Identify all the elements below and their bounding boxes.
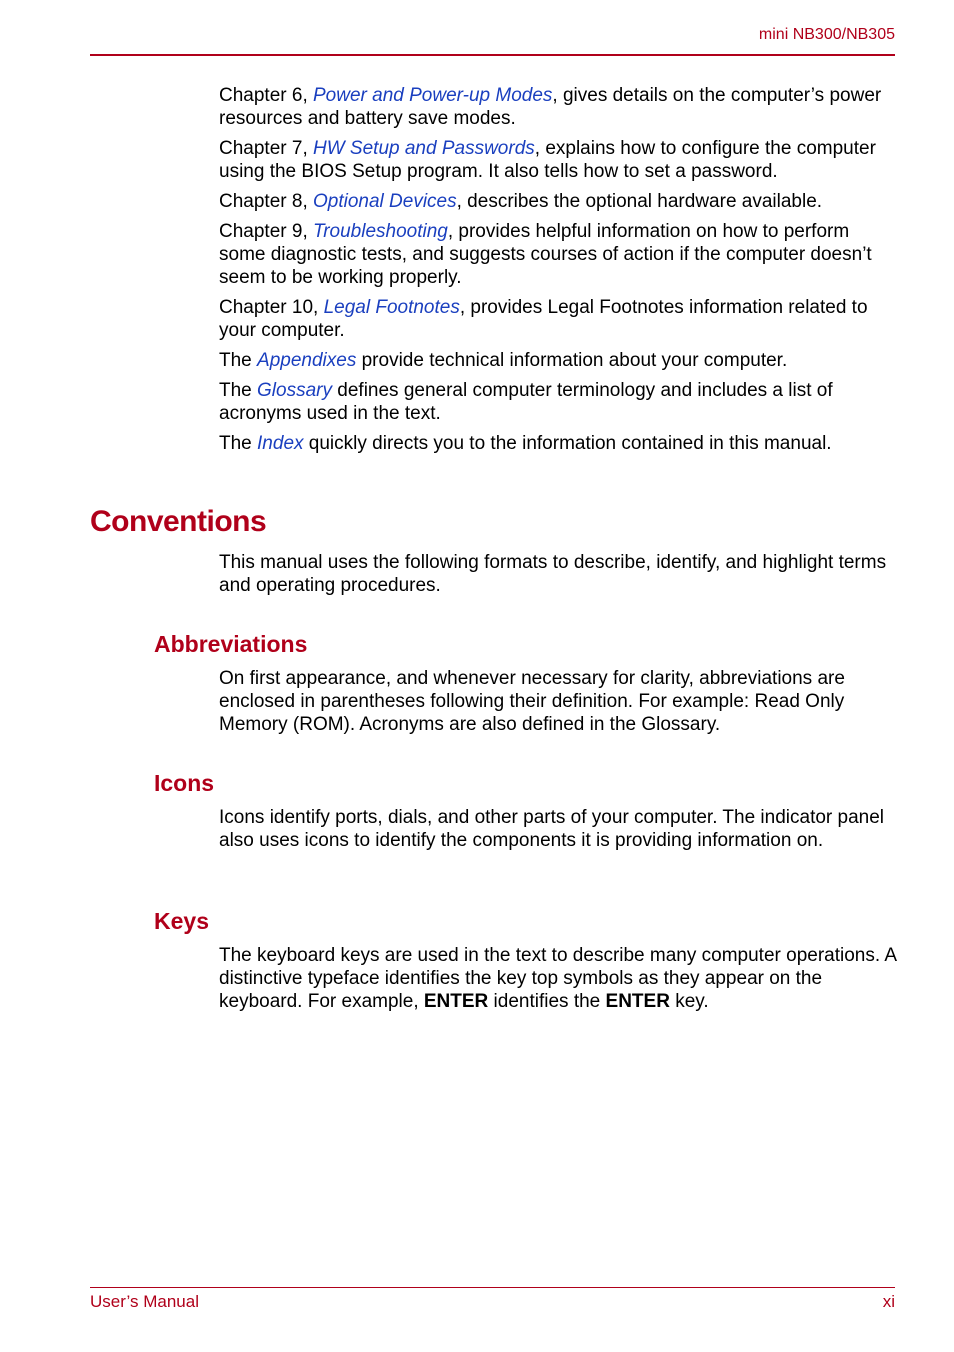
glossary-item: The Glossary defines general computer terminology and includes a list of acronyms used in the text. [219,380,833,424]
index-item: The Index quickly directs you to the information contained in this manual. [219,433,832,454]
footer-manual-title: User’s Manual [90,1292,199,1311]
chapter-10-item: Chapter 10, Legal Footnotes, provides Legal Footnotes information related to your computer. [219,297,868,341]
chapter-9-item: Chapter 9, Troubleshooting, provides helpful information on how to perform some diagnostic tests, and suggests courses of action if the computer doesn’t seem to be working properly. [219,221,872,288]
chapter-6-item: Chapter 6, Power and Power-up Modes, gives details on the computer’s power resources and battery save modes. [219,85,882,129]
link-hw-setup[interactable]: HW Setup and Passwords [313,138,535,159]
keys-heading: Keys [154,908,209,934]
abbreviations-text: On first appearance, and whenever necessary for clarity, abbreviations are enclosed in parentheses following their definition. For example: Read Only Memory (ROM). Acronyms are also defined in the Glossary. [219,668,845,735]
abbreviations-heading: Abbreviations [154,631,308,657]
chapter-8-item: Chapter 8, Optional Devices, describes the optional hardware available. [219,191,823,212]
chapter-7-item: Chapter 7, HW Setup and Passwords, explains how to configure the computer using the BIOS Setup program. It also tells how to set a password. [219,138,876,182]
conventions-intro: This manual uses the following formats to describe, identify, and highlight terms and operating procedures. [219,552,887,596]
link-optional-devices[interactable]: Optional Devices [313,191,457,212]
key-enter: ENTER [605,991,670,1012]
keys-text: The keyboard keys are used in the text to describe many computer operations. A distinctive typeface identifies the key top symbols as they appear on the keyboard. For example, ENTER identifies the ENTER key. [219,945,896,1012]
footer-divider [90,1287,895,1288]
link-appendixes[interactable]: Appendixes [257,350,357,371]
key-enter: ENTER [423,991,489,1012]
link-troubleshooting[interactable]: Troubleshooting [313,221,448,242]
running-header: mini NB300/NB305 [758,26,895,43]
link-legal-footnotes[interactable]: Legal Footnotes [323,297,460,318]
header-divider [90,54,895,56]
icons-text: Icons identify ports, dials, and other parts of your computer. The indicator panel also uses icons to identify the components it is providing information on. [219,807,885,851]
conventions-heading: Conventions [90,505,267,538]
page-number: xi [882,1292,895,1311]
link-index[interactable]: Index [257,433,304,454]
icons-heading: Icons [154,770,215,796]
chapter-descriptions [219,84,899,455]
link-power-modes[interactable]: Power and Power-up Modes [313,85,553,106]
appendixes-item: The Appendixes provide technical information about your computer. [219,350,788,371]
link-glossary[interactable]: Glossary [257,380,332,401]
